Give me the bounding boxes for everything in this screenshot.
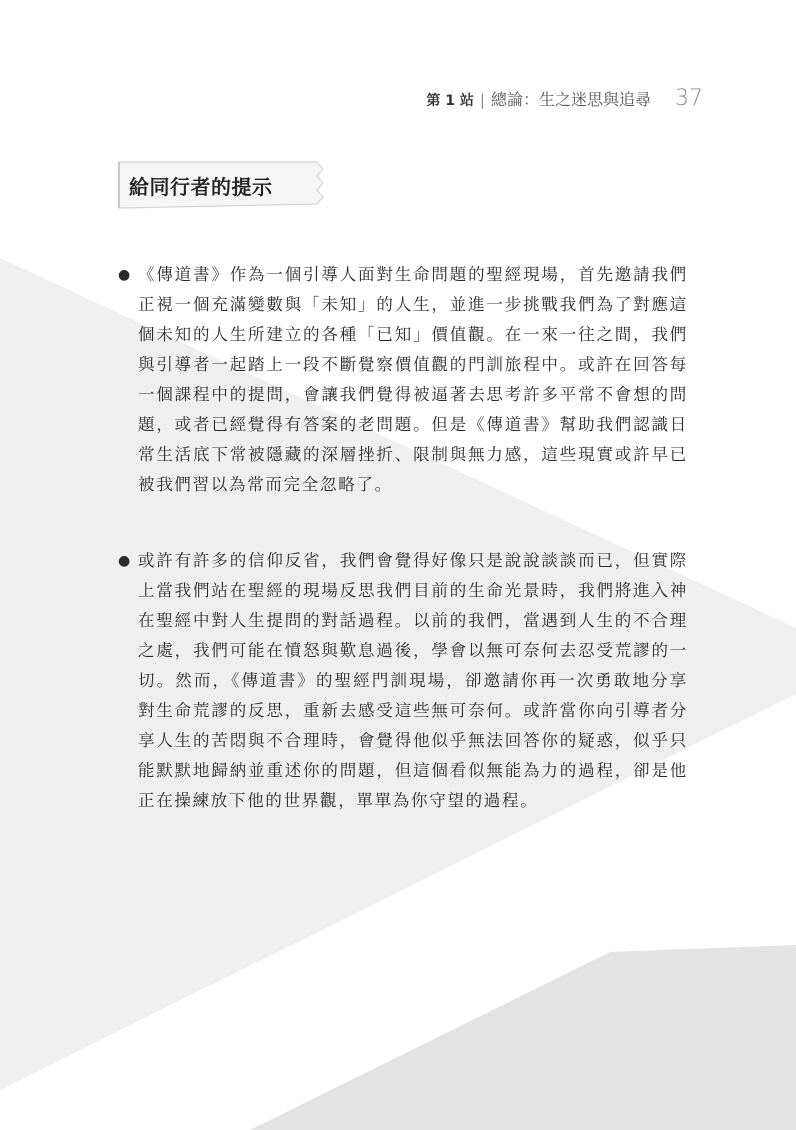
chapter-label: 第 1 站: [426, 93, 474, 109]
running-header: [426, 86, 703, 111]
chapter-title: 總論：生之迷思與追尋: [490, 90, 651, 109]
page-number: 37: [675, 86, 703, 111]
section-title: 給同行者的提示: [129, 175, 273, 199]
header-separator: |: [479, 91, 485, 109]
bullet-icon: ●: [118, 553, 132, 569]
tips-list: [118, 260, 688, 816]
bullet-icon: ●: [118, 267, 132, 283]
tip-text: 或許有許多的信仰反省，我們會覺得好像只是說說談談而已，但實際上當我們站在聖經的現場反思我們目前的生命光景時，我們將進入神在聖經中對人生提問的對話過程。以前的我們，當遇到人生的不合理之處，我們可能在憤怒與歎息過後，學會以無可奈何去忍受荒謬的一切。然而，《傳道書》的聖經門訓現場，卻邀請你再一次勇敢地分享對生命荒謬的反思，重新去感受這些無可奈何。或許當你向引導者分享人生的苦悶與不合理時，會覺得他似乎無法回答你的疑惑，似乎只能默默地歸納並重述你的問題，但這個看似無能為力的過程，卻是他正在操練放下他的世界觀，單單為你守望的過程。: [138, 551, 688, 810]
tip-text: 《傳道書》作為一個引導人面對生命問題的聖經現場，首先邀請我們正視一個充滿變數與「未知」的人生，並進一步挑戰我們為了對應這個未知的人生所建立的各種「已知」價值觀。在一來一往之間，我們與引導者一起踏上一段不斷覺察價值觀的門訓旅程中。或許在回答每一個課程中的提問，會讓我們覺得被逼著去思考許多平常不會想的問題，或者已經覺得有答案的老問題。但是《傳道書》幫助我們認識日常生活底下常被隱藏的深層挫折、限制與無力感，這些現實或許早已被我們習以為常而完全忽略了。: [138, 265, 688, 494]
tip-item: [118, 546, 688, 816]
section-heading-tab: [117, 160, 331, 210]
tip-item: [118, 260, 688, 500]
